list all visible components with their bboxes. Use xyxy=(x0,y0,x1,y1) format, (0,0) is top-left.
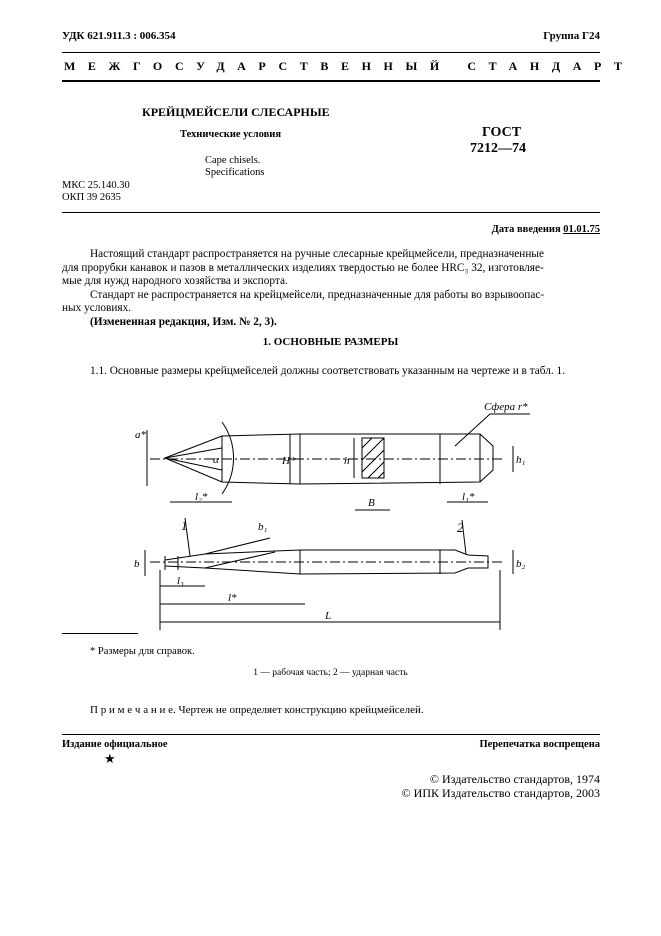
title-english-2: Specifications xyxy=(205,167,265,178)
label-b: b xyxy=(134,558,140,570)
copyright-1: © Издательство стандартов, 1974 xyxy=(429,772,600,786)
label-l2-star: l₂* xyxy=(195,491,208,503)
gost-number: 7212—74 xyxy=(470,141,526,156)
footnote-rule xyxy=(62,633,138,634)
chisel-drawing xyxy=(0,390,661,640)
label-l-star: l* xyxy=(228,592,237,604)
gost-label: ГОСТ xyxy=(482,125,522,140)
paragraph-scope xyxy=(62,248,600,329)
okp-code: ОКП 39 2635 xyxy=(62,192,121,203)
label-H-star: H* xyxy=(282,455,296,467)
footer-rule xyxy=(62,734,600,735)
label-callout-1: 1 xyxy=(181,518,188,533)
sphere-leader xyxy=(455,414,490,446)
document-subtitle: Технические условия xyxy=(180,129,282,140)
star-footnote: * Размеры для справок. xyxy=(90,646,195,657)
note-text: Чертеж не определяет конструкцию крейцмейселей. xyxy=(178,704,424,716)
p2-line2: ных условиях. xyxy=(62,302,132,314)
note-label: П р и м е ч а н и е. xyxy=(90,704,176,716)
label-alpha: α xyxy=(213,454,219,466)
title-english-1: Cape chisels. xyxy=(205,155,261,166)
intro-date-label: Дата введения xyxy=(491,224,561,235)
label-L: L xyxy=(325,610,332,622)
label-callout-2: 2 xyxy=(457,520,464,535)
intro-date xyxy=(492,224,600,235)
alpha-arc xyxy=(222,422,234,494)
label-b2: b₂ xyxy=(516,558,526,570)
clause-1-1: 1.1. Основные размеры крейцмейселей должны соответствовать указанным на чертеже и в табл. 1. xyxy=(90,365,566,377)
udk-code: УДК 621.911.3 : 006.354 xyxy=(62,30,176,42)
label-b1: b₁ xyxy=(258,521,268,533)
p1-line1: Настоящий стандарт распространяется на ручные слесарные крейцмейсели, предназначенные xyxy=(90,248,545,260)
label-a-star: a* xyxy=(135,429,146,441)
standard-banner: МЕЖГОСУДАРСТВЕННЫЙ СТАНДАРТ xyxy=(64,59,635,73)
label-h: h xyxy=(344,455,350,467)
header-rule-top xyxy=(62,52,600,53)
p1-line2: для прорубки канавок и пазов в металлических изделиях твердостью не более HRC₃ 32, изготовляе- xyxy=(62,261,544,274)
header-rule-bottom xyxy=(62,80,600,82)
group-code: Группа Г24 xyxy=(543,30,600,42)
title-block-rule xyxy=(62,212,600,213)
section-heading: 1. ОСНОВНЫЕ РАЗМЕРЫ xyxy=(262,336,399,348)
copyright-2: © ИПК Издательство стандартов, 2003 xyxy=(401,786,600,800)
label-B: B xyxy=(368,497,375,509)
document-title: КРЕЙЦМЕЙСЕЛИ СЛЕСАРНЫЕ xyxy=(142,105,330,119)
amendment-note: (Измененная редакция, Изм. № 2, 3). xyxy=(90,315,277,328)
intro-date-value: 01.01.75 xyxy=(563,224,600,235)
mks-code: МКС 25.140.30 xyxy=(62,180,130,191)
note-block xyxy=(90,704,424,716)
star-icon: ★ xyxy=(104,751,116,766)
edition-label: Издание официальное xyxy=(62,739,168,750)
figure-legend: 1 — рабочая часть; 2 — ударная часть xyxy=(253,668,408,678)
label-l1-star: l₁* xyxy=(462,491,475,503)
label-l3: l₃ xyxy=(177,575,184,587)
reprint-label: Перепечатка воспрещена xyxy=(479,739,600,750)
p2-line1: Стандарт не распространяется на крейцмейсели, предназначенные для работы во взрывоопас- xyxy=(90,288,545,301)
p1-line3: мые для нужд народного хозяйства и экспорта. xyxy=(62,275,288,287)
label-sphere: Сфера r* xyxy=(484,401,528,413)
label-h1: h₁ xyxy=(516,454,526,466)
